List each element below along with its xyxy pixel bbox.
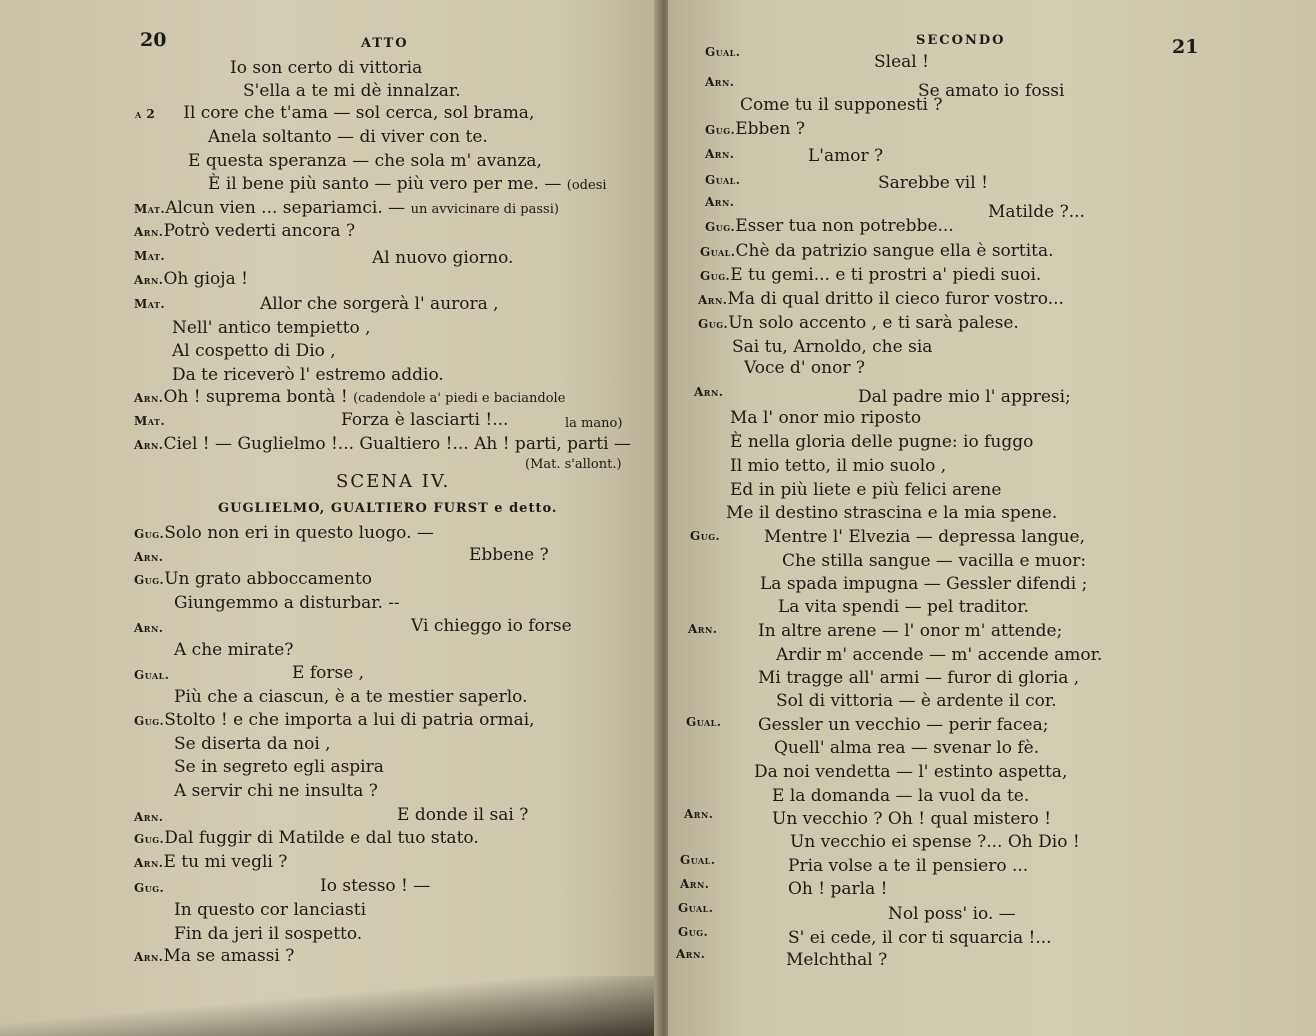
verse-line: Se amato io fossi — [918, 81, 1065, 101]
verse-line — [684, 802, 713, 825]
speaker-label: Gual. — [134, 668, 170, 682]
verse-line: E forse , — [292, 663, 365, 683]
verse-line: Ma l' onor mio riposto — [730, 408, 922, 428]
verse-line: Arn.Ciel ! — Guglielmo !... Gualtiero !... Ah ! parti, parti — — [134, 434, 631, 454]
verse-line — [680, 872, 709, 895]
speaker-label: Arn. — [705, 195, 735, 209]
verse-line: Più che a ciascun, è a te mestier saperlo. — [174, 687, 528, 707]
verse-line: Al cospetto di Dio , — [172, 341, 336, 361]
verse-line: Anela soltanto — di viver con te. — [208, 127, 488, 147]
verse-line: Arn.Oh gioja ! — [134, 269, 248, 289]
verse-line: Gessler un vecchio — perir facea; — [758, 715, 1049, 735]
verse-line: Come tu il supponesti ? — [740, 95, 943, 115]
speaker-label: Arn. — [134, 550, 164, 564]
right-page — [668, 0, 1316, 1036]
verse-line — [688, 617, 717, 640]
verse-line — [694, 380, 723, 403]
speaker-label: Arn. — [134, 391, 164, 405]
verse-line: In questo cor lanciasti — [174, 900, 367, 920]
speaker-label: Mat. — [134, 249, 166, 263]
verse-line: Sai tu, Arnoldo, che sia — [732, 337, 933, 357]
verse-line: Pria volse a te il pensiero ... — [788, 856, 1029, 876]
page-shadow — [0, 976, 660, 1036]
speaker-label: Gug. — [690, 529, 721, 543]
stage-direction: (odesi — [566, 178, 607, 193]
verse-line: E donde il sai ? — [397, 805, 529, 825]
verse-line: Da noi vendetta — l' estinto aspetta, — [754, 762, 1068, 782]
verse-line: Gug.Un solo accento , e ti sarà palese. — [698, 313, 1019, 333]
speaker-label: Arn. — [134, 438, 164, 452]
verse-line — [134, 876, 164, 899]
stage-direction: la mano) — [565, 416, 623, 431]
speaker-label: Gug. — [678, 925, 709, 939]
verse-line: Un vecchio ei spense ?... Oh Dio ! — [790, 832, 1080, 852]
verse-line: Da te riceverò l' estremo addio. — [172, 365, 444, 385]
verse-line: Sarebbe vil ! — [878, 173, 988, 193]
verse-line — [134, 292, 165, 315]
speaker-label: Gug. — [134, 573, 165, 587]
verse-line: Ed in più liete e più felici arene — [730, 480, 1002, 500]
verse-line — [676, 942, 705, 965]
verse-line: Vi chieggo io forse — [411, 616, 572, 636]
verse-line: Arn.Ma di qual dritto il cieco furor vostro... — [698, 289, 1064, 309]
verse-line: Fin da jeri il sospetto. — [174, 924, 363, 944]
verse-line: Arn.Oh ! suprema bontà ! (cadendole a' piedi e baciandole — [134, 387, 566, 407]
verse-line: Gual.Chè da patrizio sangue ella è sortita. — [700, 241, 1054, 261]
speaker-label: Gual. — [705, 45, 741, 59]
verse-line: La vita spendi — pel traditor. — [778, 597, 1029, 617]
verse-line: Se diserta da noi , — [174, 734, 331, 754]
speaker-label: Arn. — [134, 950, 164, 964]
verse-line: Nell' antico tempietto , — [172, 318, 371, 338]
verse-line: La spada impugna — Gessler difendi ; — [760, 574, 1088, 594]
verse-line: Mentre l' Elvezia — depressa langue, — [764, 527, 1086, 547]
verse-line: E questa speranza — che sola m' avanza, — [188, 151, 542, 171]
speaker-label: Gug. — [134, 527, 165, 541]
speaker-label: Arn. — [134, 225, 164, 239]
verse-line: a 2 Il core che t'ama — sol cerca, sol brama, — [135, 103, 535, 123]
verse-line — [690, 524, 720, 547]
verse-line: Giungemmo a disturbar. -- — [174, 593, 400, 613]
verse-line — [134, 663, 170, 686]
speaker-label: Gual. — [705, 173, 741, 187]
verse-line — [678, 896, 714, 919]
speaker-label: Gual. — [680, 853, 716, 867]
speaker-label: Arn. — [688, 622, 718, 636]
verse-line: Melchthal ? — [786, 950, 888, 970]
verse-line: Nol poss' io. — — [888, 904, 1016, 924]
verse-line: Allor che sorgerà l' aurora , — [260, 294, 499, 314]
verse-line: In altre arene — l' onor m' attende; — [758, 621, 1063, 641]
speaker-label: Gug. — [700, 269, 731, 283]
verse-line: A che mirate? — [174, 640, 294, 660]
verse-line: Mi tragge all' armi — furor di gloria , — [758, 668, 1080, 688]
speaker-label: Arn. — [680, 877, 710, 891]
verse-line: S' ei cede, il cor ti squarcia !... — [788, 928, 1052, 948]
speaker-label: Arn. — [134, 856, 164, 870]
verse-line: Gug.Esser tua non potrebbe... — [705, 216, 954, 236]
speaker-label: Gug. — [698, 317, 729, 331]
verse-line — [134, 409, 165, 432]
speaker-label: Mat. — [134, 297, 166, 311]
verse-line: Sol di vittoria — è ardente il cor. — [776, 691, 1057, 711]
page-number: 20 — [140, 29, 167, 51]
verse-line: Al nuovo giorno. — [372, 248, 514, 268]
verse-line: Un vecchio ? Oh ! qual mistero ! — [772, 809, 1052, 829]
verse-line — [705, 142, 734, 165]
speaker-label: Gual. — [686, 715, 722, 729]
character-list: GUGLIELMO, GUALTIERO FURST e detto. — [218, 501, 558, 516]
speaker-label: Arn. — [684, 807, 714, 821]
verse-line — [686, 710, 722, 733]
verse-line: Ardir m' accende — m' accende amor. — [776, 645, 1103, 665]
verse-line: Forza è lasciarti !... — [341, 410, 509, 430]
stage-direction: un avvicinare di passi) — [410, 202, 559, 217]
speaker-label: Gug. — [705, 220, 736, 234]
verse-line: Arn.E tu mi vegli ? — [134, 852, 288, 872]
verse-line: Me il destino strascina e la mia spene. — [726, 503, 1058, 523]
verse-line — [680, 848, 716, 871]
speaker-label: Gug. — [134, 714, 165, 728]
stage-direction: (cadendole a' piedi e baciandole — [353, 391, 566, 406]
verse-line: Che stilla sangue — vacilla e muor: — [782, 551, 1087, 571]
verse-line: È il bene più santo — più vero per me. — (odesi — [208, 174, 607, 194]
scene-heading: SCENA IV. — [336, 471, 451, 492]
verse-line — [705, 70, 734, 93]
verse-line: Ebbene ? — [469, 545, 549, 565]
verse-line: Oh ! parla ! — [788, 879, 888, 899]
speaker-label: Arn. — [694, 385, 724, 399]
verse-line — [678, 920, 708, 943]
speaker-label: Gug. — [134, 832, 165, 846]
verse-line: Se in segreto egli aspira — [174, 757, 384, 777]
verse-line: Matilde ?... — [988, 202, 1085, 222]
verse-line: Dal padre mio l' appresi; — [858, 387, 1071, 407]
verse-line — [134, 545, 163, 568]
speaker-label: Gug. — [134, 881, 165, 895]
speaker-label: Mat. — [134, 414, 166, 428]
verse-line: Io son certo di vittoria — [230, 58, 423, 78]
verse-line: Io stesso ! — — [320, 876, 431, 896]
page-number: 21 — [1172, 36, 1199, 58]
verse-line: Sleal ! — [874, 52, 929, 72]
verse-line: È nella gloria delle pugne: io fuggo — [730, 432, 1034, 452]
verse-line: Gug.Ebben ? — [705, 119, 805, 139]
speaker-label: Arn. — [134, 273, 164, 287]
verse-line: Quell' alma rea — svenar lo fè. — [774, 738, 1040, 758]
verse-line — [705, 190, 734, 213]
speaker-label: Arn. — [698, 293, 728, 307]
verse-line: Mat.Alcun vien ... separiamci. — un avvicinare di passi) — [134, 198, 559, 218]
verse-line: E la domanda — la vuol da te. — [772, 786, 1030, 806]
verse-line: Gug.Solo non eri in questo luogo. — — [134, 523, 434, 543]
verse-line — [705, 168, 741, 191]
verse-line: Gug.E tu gemi... e ti prostri a' piedi suoi. — [700, 265, 1042, 285]
speaker-label: Arn. — [676, 947, 706, 961]
verse-line: Arn.Ma se amassi ? — [134, 946, 295, 966]
speaker-label: Arn. — [134, 621, 164, 635]
speaker-label: Arn. — [134, 810, 164, 824]
verse-line: L'amor ? — [808, 146, 884, 166]
verse-line: Gug.Stolto ! e che importa a lui di patria ormai, — [134, 710, 535, 730]
speaker-label: Gual. — [678, 901, 714, 915]
stage-direction: (Mat. s'allont.) — [525, 457, 622, 472]
speaker-label: Mat. — [134, 202, 166, 216]
verse-line — [134, 244, 165, 267]
speaker-label: Arn. — [705, 75, 735, 89]
running-head: SECONDO — [916, 33, 1006, 48]
verse-line — [705, 40, 741, 63]
speaker-label: a 2 — [135, 107, 156, 121]
speaker-label: Gual. — [700, 245, 736, 259]
speaker-label: Arn. — [705, 147, 735, 161]
verse-line: Voce d' onor ? — [744, 358, 865, 378]
verse-line: A servir chi ne insulta ? — [174, 781, 378, 801]
verse-line — [134, 616, 163, 639]
verse-line: Gug.Un grato abboccamento — [134, 569, 373, 589]
verse-line: S'ella a te mi dè innalzar. — [243, 81, 461, 101]
verse-line — [134, 805, 163, 828]
speaker-label: Gug. — [705, 123, 736, 137]
running-head: ATTO — [361, 36, 409, 51]
verse-line: Il mio tetto, il mio suolo , — [730, 456, 947, 476]
verse-line: Arn.Potrò vederti ancora ? — [134, 221, 356, 241]
verse-line: Gug.Dal fuggir di Matilde e dal tuo stato. — [134, 828, 479, 848]
